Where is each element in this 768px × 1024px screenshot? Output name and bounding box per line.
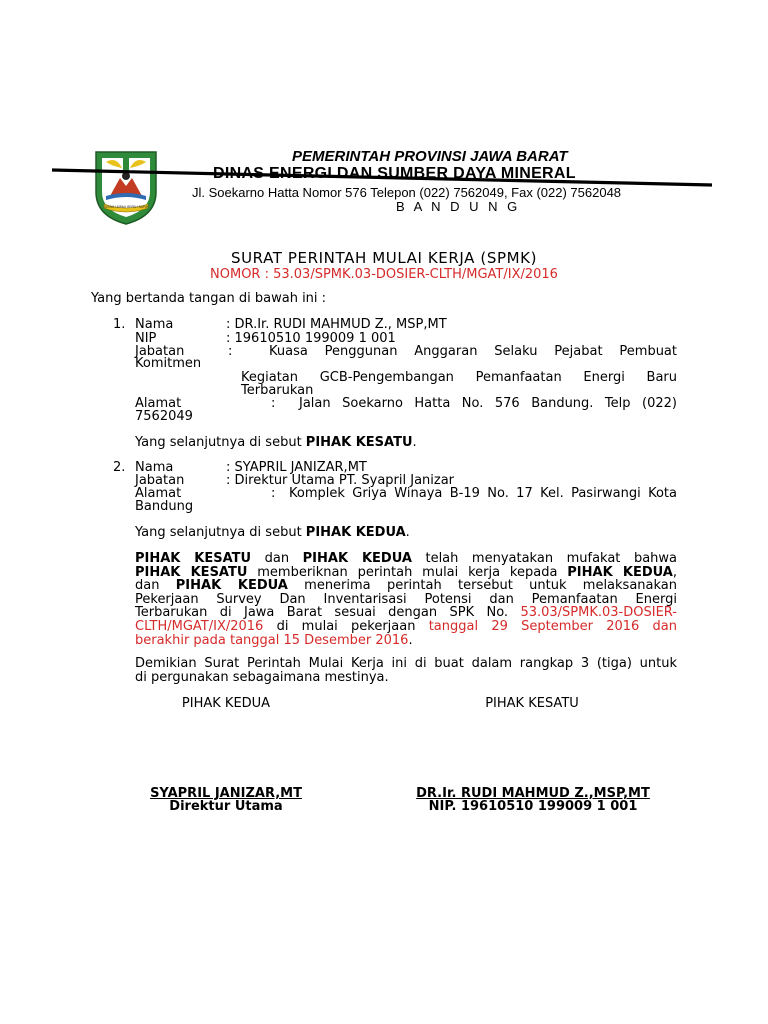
signature-left-name: SYAPRIL JANIZAR,MT [150, 786, 302, 801]
paragraph-text: memberiknan perintah mulai kerja kepada [247, 564, 568, 580]
paragraph-text: . [408, 632, 413, 648]
pihak1-alamat-line2: 7562049 [135, 409, 193, 424]
pihak1-jabatan-label: Jabatan [135, 344, 185, 359]
pihak1-designation-pre: Yang selanjutnya di sebut [135, 435, 306, 450]
paragraph-line-2 [135, 566, 677, 580]
party-two-ref: PIHAK KEDUA [567, 564, 673, 580]
paragraph-text: dan [135, 578, 176, 594]
agency-city: B A N D U N G [396, 199, 521, 214]
intro-text: Yang bertanda tangan di bawah ini : [91, 291, 327, 306]
agreement-paragraph [135, 552, 677, 647]
pihak2-designation-pre: Yang selanjutnya di sebut [135, 525, 306, 540]
signature-left-role: PIHAK KEDUA [181, 696, 271, 711]
paragraph-text: telah menyatakan mufakat bahwa [411, 551, 677, 566]
pihak1-jabatan-line2: Komitmen [135, 356, 202, 371]
agency-address: Jl. Soekarno Hatta Nomor 576 Telepon (022) 7562049, Fax (022) 7562048 [192, 185, 622, 200]
paragraph-text: di mulai pekerjaan [263, 618, 429, 634]
pihak2-jabatan-value: : Direktur Utama PT. Syapril Janizar [226, 473, 455, 488]
pihak2-designation-bold: PIHAK KEDUA [305, 525, 406, 540]
paragraph-text: Terbarukan di Jawa Barat sesuai dengan SPK No. [135, 605, 521, 621]
paragraph-text: menerima perintah tersebut untuk melaksanakan [287, 578, 678, 594]
pihak1-jabatan-colon: : [228, 344, 233, 359]
paragraph-line-1 [135, 552, 677, 566]
pihak1-alamat-line1: Jalan Soekarno Hatta No. 576 Bandung. Telp (022) [299, 396, 677, 411]
pihak2-nama-label: Nama [135, 460, 174, 475]
start-date: tanggal 29 September 2016 dan [428, 618, 677, 634]
pihak1-nip-value: : 19610510 199009 1 001 [226, 331, 396, 346]
party-one-ref: PIHAK KESATU [135, 564, 248, 580]
pihak2-number: 2. [113, 460, 126, 475]
government-name: PEMERINTAH PROVINSI JAWA BARAT [292, 148, 568, 165]
paragraph-line-4: Pekerjaan Survey Dan Inventarisasi Potensi dan Pemanfaatan Energi [135, 591, 677, 607]
pihak2-designation [135, 526, 410, 539]
signature-right-name: DR.Ir. RUDI MAHMUD Z.,MSP,MT [416, 786, 650, 801]
paragraph-line-3 [135, 579, 677, 593]
pihak1-alamat-label: Alamat [135, 396, 182, 411]
pihak2-alamat-line2: Bandung [135, 499, 194, 514]
pihak1-designation-bold: PIHAK KESATU [305, 435, 413, 450]
paragraph-line-6 [135, 620, 677, 634]
party-one-ref: PIHAK KESATU [135, 551, 252, 566]
pihak1-nama-label: Nama [135, 317, 174, 332]
party-two-ref: PIHAK KEDUA [302, 551, 412, 566]
pihak1-alamat-colon: : [271, 396, 276, 411]
pihak2-alamat-line1: Komplek Griya Winaya B-19 No. 17 Kel. Pasirwangi Kota [289, 486, 677, 501]
closing-line-2: di pergunakan sebagaimana mestinya. [135, 669, 389, 685]
spk-number-cont: CLTH/MGAT/IX/2016 [135, 618, 264, 634]
pihak2-alamat-label: Alamat [135, 486, 182, 501]
signature-left-title: Direktur Utama [169, 799, 283, 814]
paragraph-line-7 [135, 634, 677, 648]
paragraph-text: dan [251, 551, 303, 566]
pihak1-number: 1. [113, 317, 126, 332]
signature-right-role: PIHAK KESATU [485, 696, 579, 711]
logo-motto: GEMAH RIPAH REPEH RAPIH [103, 205, 149, 209]
party-two-ref: PIHAK KEDUA [175, 578, 288, 594]
spk-number: 53.03/SPMK.03-DOSIER- [520, 605, 677, 621]
pihak1-nip-label: NIP [135, 331, 157, 346]
signature-right-nip: NIP. 19610510 199009 1 001 [428, 799, 638, 814]
document-number: NOMOR : 53.03/SPMK.03-DOSIER-CLTH/MGAT/IX/2016 [210, 267, 558, 282]
closing-paragraph [135, 657, 677, 684]
pihak1-designation-post: . [412, 435, 417, 450]
paragraph-line-5 [135, 606, 677, 620]
pihak1-jabatan-line1: Kuasa Penggunan Anggaran Selaku Pejabat Pembuat [269, 344, 677, 359]
pihak1-jabatan-line4: Terbarukan [241, 383, 314, 398]
pihak1-jabatan-line3: Kegiatan GCB-Pengembangan Pemanfaatan Energi Baru [241, 370, 677, 385]
pihak1-nama-value: : DR.Ir. RUDI MAHMUD Z., MSP,MT [226, 317, 447, 332]
pihak1-designation [135, 436, 417, 449]
pihak2-designation-post: . [405, 525, 410, 540]
pihak2-jabatan-label: Jabatan [135, 473, 185, 488]
pihak2-alamat-colon: : [271, 486, 276, 501]
document-title: SURAT PERINTAH MULAI KERJA (SPMK) [230, 249, 538, 267]
end-date: berakhir pada tanggal 15 Desember 2016 [135, 632, 409, 648]
closing-line-1: Demikian Surat Perintah Mulai Kerja ini di buat dalam rangkap 3 (tiga) untuk [135, 656, 677, 671]
agency-name: DINAS ENERGI DAN SUMBER DAYA MINERAL [213, 165, 576, 182]
paragraph-text: , [672, 564, 677, 580]
pihak2-nama-value: : SYAPRIL JANIZAR,MT [226, 460, 367, 475]
